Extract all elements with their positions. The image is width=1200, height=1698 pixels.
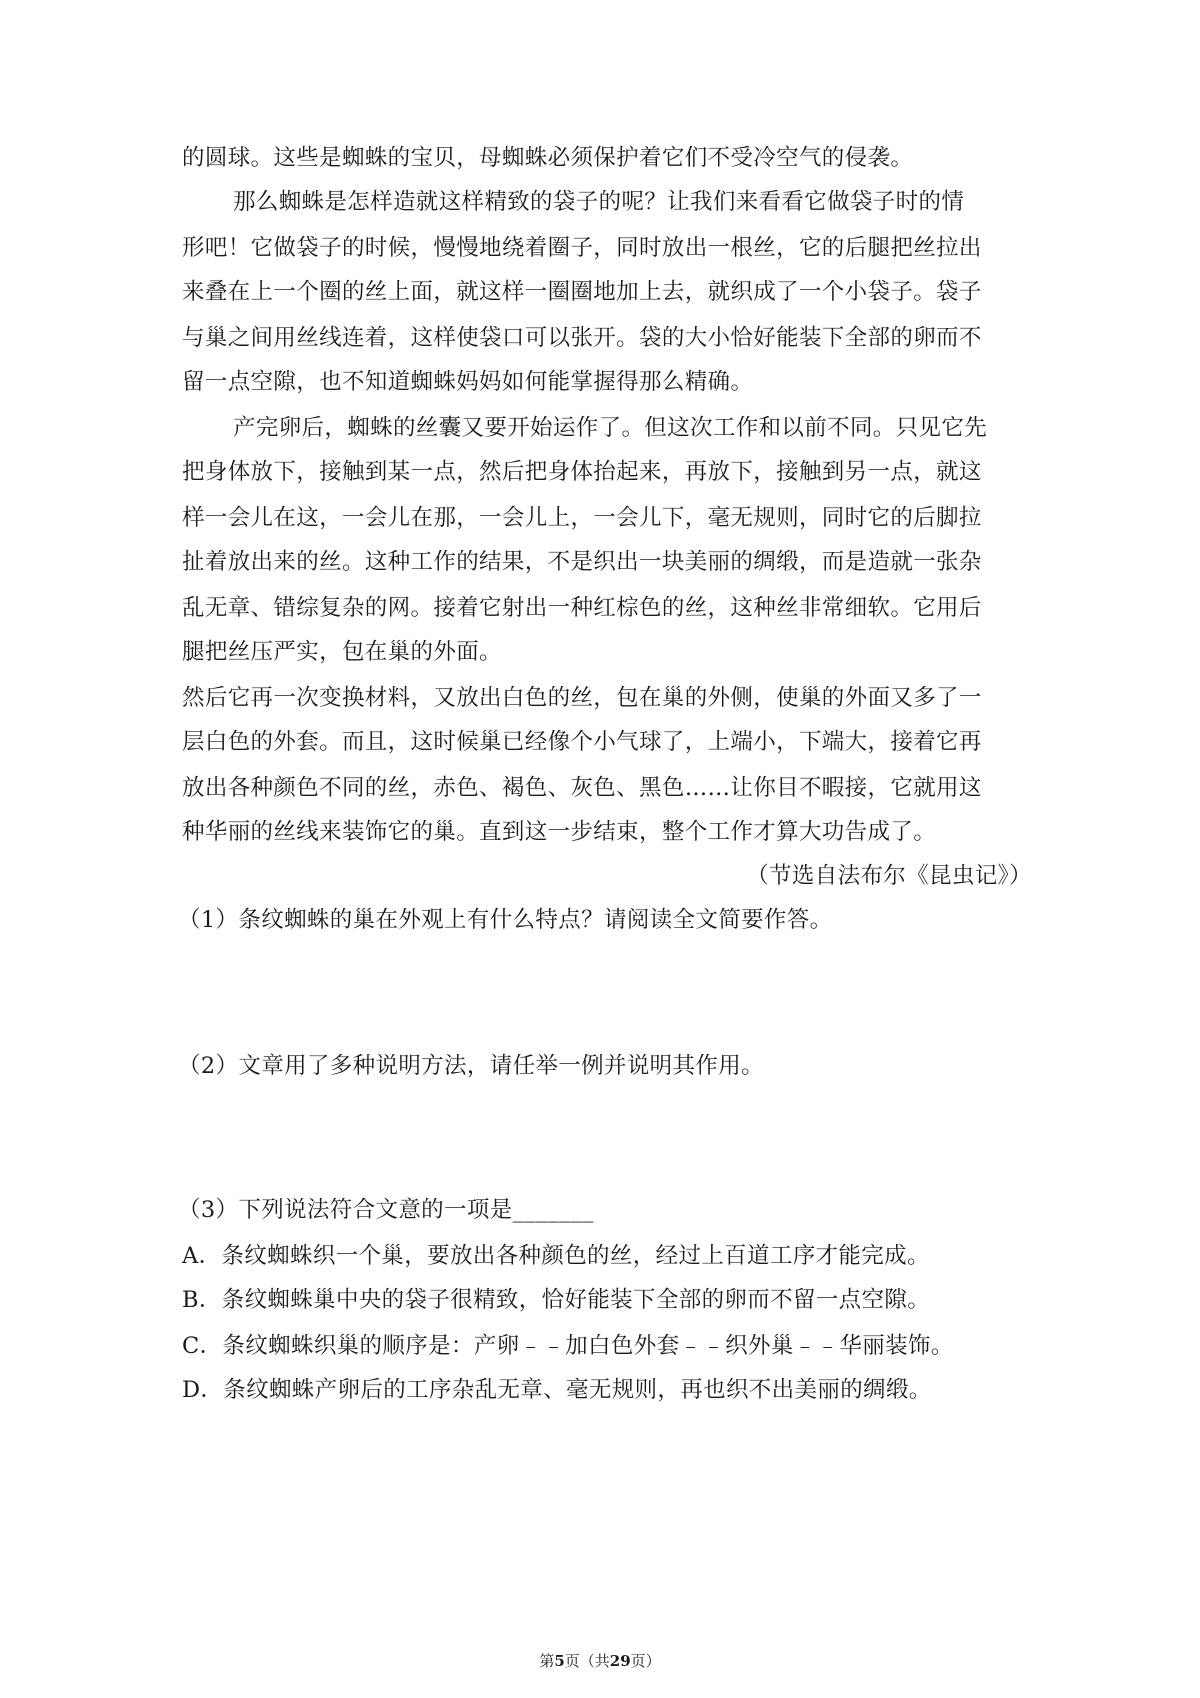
option-d: D．条纹蜘蛛产卵后的工序杂乱无章、毫无规则，再也织不出美丽的绸缎。 bbox=[182, 1377, 932, 1403]
passage-line: 腿把丝压严实，包在巢的外面。 bbox=[182, 639, 502, 665]
question-2: （2）文章用了多种说明方法，请任举一例并说明其作用。 bbox=[178, 1053, 764, 1079]
passage-line: 层白色的外套。而且，这时候巢已经像个小气球了，上端小，下端大，接着它再 bbox=[182, 729, 982, 755]
footer-suffix: 页） bbox=[630, 1652, 661, 1670]
passage-line: 的圆球。这些是蜘蛛的宝贝，母蜘蛛必须保护着它们不受冷空气的侵袭。 bbox=[182, 145, 914, 171]
question-3: （3）下列说法符合文意的一项是_______ bbox=[178, 1197, 594, 1223]
footer-middle: 页（共 bbox=[564, 1652, 610, 1670]
passage-line: 扯着放出来的丝。这种工作的结果，不是织出一块美丽的绸缎，而是造就一张杂 bbox=[182, 549, 982, 575]
passage-line: 留一点空隙，也不知道蜘蛛妈妈如何能掌握得那么精确。 bbox=[182, 369, 754, 395]
option-b: B．条纹蜘蛛巢中央的袋子很精致，恰好能装下全部的卵而不留一点空隙。 bbox=[182, 1287, 931, 1313]
footer-total-pages: 29 bbox=[609, 1652, 631, 1670]
passage-line: 来叠在上一个圈的丝上面，就这样一圈圈地加上去，就织成了一个小袋子。袋子 bbox=[182, 279, 982, 305]
footer-prefix: 第 bbox=[539, 1652, 555, 1670]
passage-line: 然后它再一次变换材料，又放出白色的丝，包在巢的外侧，使巢的外面又多了一 bbox=[182, 685, 982, 711]
footer-page-number: 5 bbox=[554, 1652, 565, 1670]
question-1: （1）条纹蜘蛛的巢在外观上有什么特点？请阅读全文简要作答。 bbox=[178, 907, 833, 933]
passage-line: 与巢之间用丝线连着，这样使袋口可以张开。袋的大小恰好能装下全部的卵而不 bbox=[182, 325, 982, 351]
passage-line: 样一会儿在这，一会儿在那，一会儿上，一会儿下，毫无规则，同时它的后脚拉 bbox=[182, 505, 982, 531]
passage-line: 那么蜘蛛是怎样造就这样精致的袋子的呢？让我们来看看它做袋子时的情 bbox=[233, 189, 965, 215]
option-a: A．条纹蜘蛛织一个巢，要放出各种颜色的丝，经过上百道工序才能完成。 bbox=[182, 1243, 930, 1269]
passage-line: 产完卵后，蜘蛛的丝囊又要开始运作了。但这次工作和以前不同。只见它先 bbox=[233, 415, 988, 441]
passage-line: 把身体放下，接触到某一点，然后把身体抬起来，再放下，接触到另一点，就这 bbox=[182, 459, 982, 485]
passage-line: 乱无章、错综复杂的网。接着它射出一种红棕色的丝，这种丝非常细软。它用后 bbox=[182, 595, 982, 621]
page-footer bbox=[0, 1650, 1200, 1672]
passage-source: （节选自法布尔《昆虫记》） bbox=[746, 863, 1032, 889]
passage-line: 形吧！它做袋子的时候，慢慢地绕着圈子，同时放出一根丝，它的后腿把丝拉出 bbox=[182, 235, 982, 261]
passage-line: 放出各种颜色不同的丝，赤色、褐色、灰色、黑色……让你目不暇接，它就用这 bbox=[182, 775, 982, 801]
option-c: C．条纹蜘蛛织巢的顺序是：产卵﹣﹣加白色外套﹣﹣织外巢﹣﹣华丽装饰。 bbox=[182, 1333, 954, 1359]
passage-line: 种华丽的丝线来装饰它的巢。直到这一步结束，整个工作才算大功告成了。 bbox=[182, 819, 937, 845]
